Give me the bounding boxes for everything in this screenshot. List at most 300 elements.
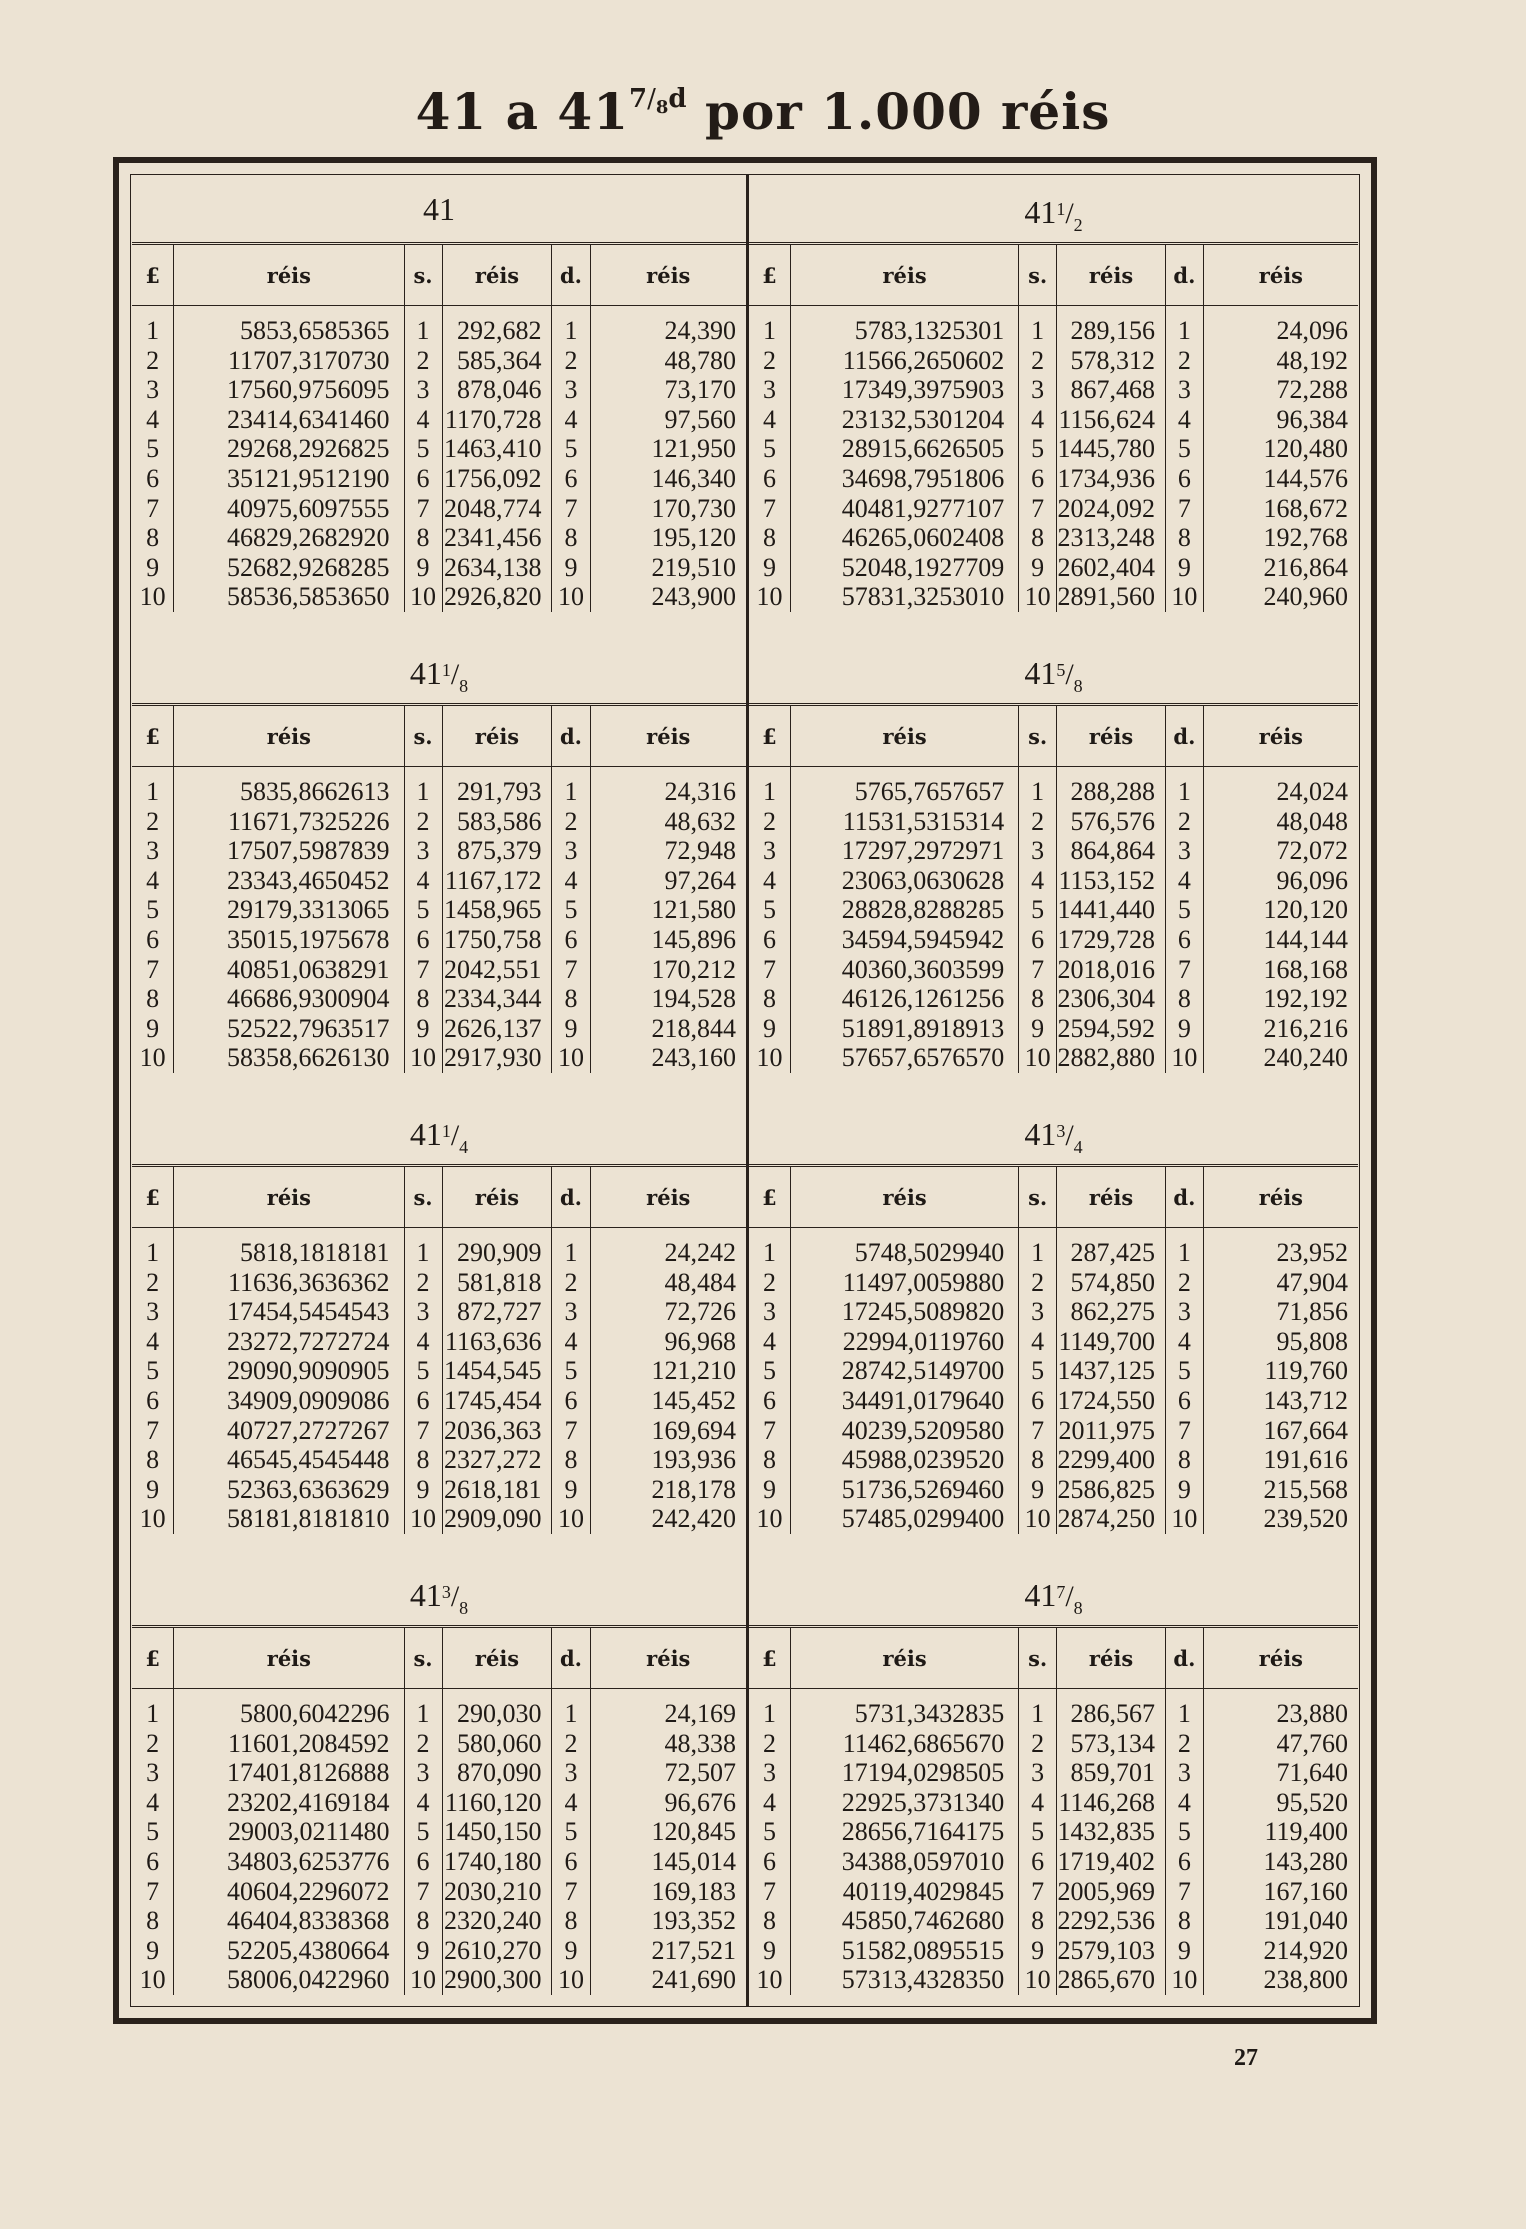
table-row [132,464,746,494]
table-row [132,836,746,866]
pence-count: 3 [552,375,590,405]
pound-value: 40727,2727267 [174,1416,404,1446]
pence-value: 48,048 [1203,807,1358,837]
shilling-count: 5 [404,434,442,464]
pence-count: 3 [1166,375,1204,405]
pence-value: 218,178 [590,1475,746,1505]
shilling-count: 9 [1019,1936,1057,1966]
table-row [749,1906,1358,1936]
table-row [132,582,746,612]
pound-header: £ [132,245,174,306]
pence-value: 167,664 [1203,1416,1358,1446]
pound-value: 5765,7657657 [790,767,1018,807]
table-row [132,1847,746,1877]
table-row [132,925,746,955]
pound-count: 8 [762,984,776,1014]
pence-count: 7 [1166,1416,1204,1446]
table-row [132,523,746,553]
pence-count: 1 [552,1689,590,1729]
pence-count: 9 [1166,553,1204,583]
table-row [132,984,746,1014]
pound-value: 46404,8338368 [174,1906,404,1936]
pound-count: 9 [146,1935,160,1965]
shilling-header: s. [1019,1628,1057,1689]
shilling-count: 8 [1019,1445,1057,1475]
pence-count: 10 [552,1504,590,1534]
shilling-value: 1167,172 [442,866,552,896]
shilling-count: 9 [404,1936,442,1966]
pence-count: 7 [1166,1877,1204,1907]
pence-value: 121,580 [590,895,746,925]
pence-count: 2 [552,1729,590,1759]
pound-count: 7 [762,493,776,523]
shilling-count: 10 [1019,1043,1057,1073]
shilling-count: 10 [1019,1504,1057,1534]
pence-value: 121,210 [590,1356,746,1386]
shilling-value: 2313,248 [1057,523,1166,553]
shilling-value: 870,090 [442,1758,552,1788]
shilling-count: 6 [1019,1847,1057,1877]
shilling-count: 8 [1019,523,1057,553]
reis-header: réis [1203,706,1358,767]
pound-count: 8 [762,1445,776,1475]
pound-count: 1 [762,777,776,806]
pound-count: 7 [762,954,776,984]
pence-count: 1 [552,306,590,346]
pence-value: 24,390 [590,306,746,346]
pound-value: 17507,5987839 [174,836,404,866]
reis-header: réis [1057,245,1166,306]
pence-header: d. [1166,1628,1204,1689]
shilling-count: 7 [404,1877,442,1907]
table-row [749,1758,1358,1788]
table-row [132,1014,746,1044]
pound-count: 4 [762,1787,776,1817]
shilling-count: 7 [1019,1877,1057,1907]
reis-header: réis [590,1628,746,1689]
pence-count: 8 [1166,984,1204,1014]
shilling-value: 290,909 [442,1228,552,1268]
table-row [749,1689,1358,1729]
pound-count: 9 [146,1013,160,1043]
pence-count: 8 [1166,1906,1204,1936]
pence-value: 95,520 [1203,1788,1358,1818]
pence-header: d. [1166,706,1204,767]
pence-count: 9 [552,1014,590,1044]
reis-header: réis [1057,706,1166,767]
pound-value: 34491,0179640 [790,1386,1018,1416]
pound-header: £ [132,706,174,767]
conversion-table [132,245,746,612]
pence-value: 71,856 [1203,1297,1358,1327]
pound-count: 3 [146,375,160,405]
table-row [132,1906,746,1936]
shilling-count: 4 [404,1327,442,1357]
table-row [132,866,746,896]
table-row [749,1475,1358,1505]
pence-count: 6 [1166,1386,1204,1416]
pence-count: 8 [552,1906,590,1936]
pound-value: 52205,4380664 [174,1936,404,1966]
pound-value: 5853,6585365 [174,306,404,346]
shilling-value: 290,030 [442,1689,552,1729]
reis-header: réis [1057,1628,1166,1689]
shilling-count: 6 [1019,925,1057,955]
pound-value: 28656,7164175 [790,1817,1018,1847]
pence-value: 120,120 [1203,895,1358,925]
pence-count: 10 [552,1043,590,1073]
table-row [132,1228,746,1268]
shilling-count: 3 [404,375,442,405]
panel-rate-heading: $41^1/_2$ [749,176,1358,245]
shilling-header: s. [1019,1167,1057,1228]
shilling-count: 1 [1019,1228,1057,1268]
pound-count: 10 [139,1965,166,1995]
pence-count: 1 [1166,1228,1204,1268]
shilling-count: 10 [404,1043,442,1073]
pence-header: d. [552,1167,590,1228]
shilling-value: 2024,092 [1057,494,1166,524]
pence-value: 191,616 [1203,1445,1358,1475]
reis-header: réis [790,706,1018,767]
shilling-count: 7 [404,494,442,524]
rate-panel [132,176,746,612]
pound-count: 1 [146,316,160,345]
pence-value: 47,904 [1203,1268,1358,1298]
pound-value: 57485,0299400 [790,1504,1018,1534]
table-row [749,464,1358,494]
shilling-count: 9 [404,1014,442,1044]
table-row [132,1416,746,1446]
shilling-value: 574,850 [1057,1268,1166,1298]
panel-rate-heading: $41^1/_8$ [132,637,746,706]
table-row [749,494,1358,524]
pence-count: 4 [1166,1788,1204,1818]
pence-value: 24,316 [590,767,746,807]
reis-header: réis [790,1167,1018,1228]
shilling-count: 10 [404,1504,442,1534]
pound-value: 46686,9300904 [174,984,404,1014]
shilling-value: 2626,137 [442,1014,552,1044]
table-row [132,1788,746,1818]
table-row [132,1327,746,1357]
pound-value: 34594,5945942 [790,925,1018,955]
conversion-table [749,245,1358,612]
table-row [749,807,1358,837]
pound-value: 17454,5454543 [174,1297,404,1327]
pence-value: 97,560 [590,405,746,435]
pence-count: 4 [1166,866,1204,896]
pence-count: 8 [552,984,590,1014]
pence-count: 6 [1166,925,1204,955]
pence-count: 5 [1166,1817,1204,1847]
shilling-count: 3 [404,1297,442,1327]
pence-count: 7 [552,494,590,524]
pound-value: 46545,4545448 [174,1445,404,1475]
pence-value: 72,072 [1203,836,1358,866]
pound-count: 3 [146,1297,160,1327]
pound-value: 11531,5315314 [790,807,1018,837]
pence-count: 3 [1166,1758,1204,1788]
pound-value: 23063,0630628 [790,866,1018,896]
pound-count: 5 [146,434,160,464]
pence-count: 7 [1166,494,1204,524]
shilling-count: 5 [404,895,442,925]
pound-value: 34803,6253776 [174,1847,404,1877]
pence-count: 6 [552,1847,590,1877]
shilling-header: s. [404,706,442,767]
shilling-value: 2586,825 [1057,1475,1166,1505]
pound-count: 7 [762,1876,776,1906]
pound-count: 10 [756,1965,783,1995]
pence-count: 5 [1166,434,1204,464]
pence-count: 2 [1166,807,1204,837]
table-row [132,1965,746,1995]
shilling-count: 6 [404,925,442,955]
table-row [132,1758,746,1788]
table-row [749,1356,1358,1386]
pound-count: 8 [762,523,776,553]
reis-header: réis [1203,1628,1358,1689]
pound-count: 6 [762,1385,776,1415]
pound-count: 6 [146,463,160,493]
pound-count: 3 [762,836,776,866]
reis-header: réis [174,245,404,306]
table-row [749,1936,1358,1966]
pence-count: 2 [1166,1729,1204,1759]
pence-value: 120,845 [590,1817,746,1847]
pound-count: 5 [146,895,160,925]
shilling-value: 1170,728 [442,405,552,435]
pound-count: 5 [146,1356,160,1386]
shilling-value: 2602,404 [1057,553,1166,583]
pence-count: 8 [1166,523,1204,553]
shilling-value: 289,156 [1057,306,1166,346]
pence-value: 243,900 [590,582,746,612]
reis-header: réis [1203,245,1358,306]
shilling-value: 2005,969 [1057,1877,1166,1907]
pound-count: 1 [762,1699,776,1728]
shilling-value: 1146,268 [1057,1788,1166,1818]
pound-count: 4 [146,1787,160,1817]
shilling-value: 576,576 [1057,807,1166,837]
panel-rate-heading: $41^5/_8$ [749,637,1358,706]
pound-value: 57831,3253010 [790,582,1018,612]
pence-count: 6 [552,925,590,955]
table-row [132,1043,746,1073]
pound-value: 23132,5301204 [790,405,1018,435]
shilling-count: 3 [1019,375,1057,405]
shilling-value: 2320,240 [442,1906,552,1936]
reis-header: réis [590,1167,746,1228]
conversion-table [132,1167,746,1534]
shilling-value: 2011,975 [1057,1416,1166,1446]
table-row [749,836,1358,866]
pound-value: 28742,5149700 [790,1356,1018,1386]
table-row [749,346,1358,376]
page-title: 41 a $41^{7/_8d}$ por 1.000 réis [415,82,1111,141]
shilling-count: 9 [404,553,442,583]
pence-count: 2 [552,1268,590,1298]
shilling-count: 1 [1019,767,1057,807]
shilling-count: 7 [1019,955,1057,985]
pound-count: 2 [762,1267,776,1297]
table-row [749,405,1358,435]
shilling-count: 1 [1019,306,1057,346]
pound-value: 45850,7462680 [790,1906,1018,1936]
conversion-table [749,706,1358,1073]
table-row [749,1877,1358,1907]
pence-count: 6 [552,464,590,494]
pence-count: 3 [552,1297,590,1327]
pence-value: 121,950 [590,434,746,464]
pound-value: 11636,3636362 [174,1268,404,1298]
table-row [749,1504,1358,1534]
shilling-value: 875,379 [442,836,552,866]
shilling-count: 4 [1019,1327,1057,1357]
pence-value: 48,484 [590,1268,746,1298]
conversion-table [749,1167,1358,1534]
pence-count: 4 [1166,405,1204,435]
pence-count: 7 [1166,955,1204,985]
shilling-count: 4 [1019,866,1057,896]
shilling-count: 3 [1019,836,1057,866]
reis-header: réis [442,1167,552,1228]
shilling-value: 1724,550 [1057,1386,1166,1416]
table-row [749,1788,1358,1818]
conversion-table [132,706,746,1073]
shilling-count: 5 [1019,434,1057,464]
pence-value: 72,288 [1203,375,1358,405]
pound-count: 5 [762,1817,776,1847]
table-row [749,434,1358,464]
pence-value: 192,768 [1203,523,1358,553]
shilling-count: 5 [1019,1817,1057,1847]
reis-header: réis [174,706,404,767]
pence-value: 97,264 [590,866,746,896]
pence-count: 2 [1166,1268,1204,1298]
shilling-header: s. [404,1167,442,1228]
pence-count: 8 [1166,1445,1204,1475]
pence-value: 96,968 [590,1327,746,1357]
shilling-value: 2900,300 [442,1965,552,1995]
pence-count: 10 [552,582,590,612]
pound-value: 17401,8126888 [174,1758,404,1788]
pence-value: 191,040 [1203,1906,1358,1936]
pence-count: 10 [1166,1504,1204,1534]
pence-value: 167,160 [1203,1877,1358,1907]
pence-count: 6 [1166,464,1204,494]
pound-count: 7 [146,493,160,523]
table-row [749,1327,1358,1357]
shilling-count: 10 [404,1965,442,1995]
pence-count: 3 [552,1758,590,1788]
pound-count: 9 [762,1474,776,1504]
shilling-value: 2042,551 [442,955,552,985]
shilling-count: 2 [404,1268,442,1298]
pound-value: 58536,5853650 [174,582,404,612]
shilling-value: 1745,454 [442,1386,552,1416]
rate-panel [132,637,746,1073]
shilling-header: s. [404,245,442,306]
pence-count: 1 [1166,767,1204,807]
pound-value: 46829,2682920 [174,523,404,553]
shilling-value: 580,060 [442,1729,552,1759]
pence-value: 168,672 [1203,494,1358,524]
pound-count: 2 [146,1267,160,1297]
pound-count: 2 [762,1728,776,1758]
pound-value: 23272,7272724 [174,1327,404,1357]
pound-value: 40975,6097555 [174,494,404,524]
shilling-value: 1153,152 [1057,866,1166,896]
pence-count: 9 [552,1475,590,1505]
pound-count: 4 [762,865,776,895]
shilling-value: 1160,120 [442,1788,552,1818]
table-row [749,1847,1358,1877]
shilling-value: 2926,820 [442,582,552,612]
shilling-count: 5 [404,1356,442,1386]
pence-count: 5 [552,434,590,464]
shilling-value: 2634,138 [442,553,552,583]
pence-count: 10 [1166,1965,1204,1995]
shilling-value: 1445,780 [1057,434,1166,464]
pence-value: 143,712 [1203,1386,1358,1416]
pound-count: 10 [139,1043,166,1073]
shilling-value: 1432,835 [1057,1817,1166,1847]
table-row [749,767,1358,807]
table-row [132,895,746,925]
shilling-count: 3 [1019,1297,1057,1327]
table-row [749,1729,1358,1759]
pence-count: 7 [552,955,590,985]
pound-value: 45988,0239520 [790,1445,1018,1475]
pound-count: 2 [146,345,160,375]
pence-count: 2 [552,807,590,837]
shilling-count: 8 [404,1906,442,1936]
pound-value: 52522,7963517 [174,1014,404,1044]
panel-rate-heading: $41^1/_4$ [132,1098,746,1167]
shilling-value: 1734,936 [1057,464,1166,494]
shilling-value: 2030,210 [442,1877,552,1907]
pence-value: 192,192 [1203,984,1358,1014]
shilling-value: 2334,344 [442,984,552,1014]
pound-count: 1 [146,1699,160,1728]
pound-value: 11707,3170730 [174,346,404,376]
pence-value: 145,896 [590,925,746,955]
pence-count: 1 [1166,1689,1204,1729]
pound-value: 23414,6341460 [174,405,404,435]
pound-value: 46126,1261256 [790,984,1018,1014]
shilling-count: 4 [1019,405,1057,435]
pence-value: 240,240 [1203,1043,1358,1073]
reis-header: réis [1203,1167,1358,1228]
pound-header: £ [749,1167,790,1228]
shilling-count: 7 [1019,1416,1057,1446]
conversion-table [749,1628,1358,1995]
pound-count: 10 [139,1504,166,1534]
pound-value: 11497,0059880 [790,1268,1018,1298]
shilling-count: 8 [1019,1906,1057,1936]
shilling-value: 1719,402 [1057,1847,1166,1877]
page-number: 27 [1234,2045,1258,2071]
pence-value: 145,014 [590,1847,746,1877]
pence-count: 9 [1166,1936,1204,1966]
pence-count: 1 [552,767,590,807]
shilling-count: 5 [404,1817,442,1847]
pound-count: 5 [146,1817,160,1847]
table-row [749,1297,1358,1327]
pound-count: 6 [762,924,776,954]
